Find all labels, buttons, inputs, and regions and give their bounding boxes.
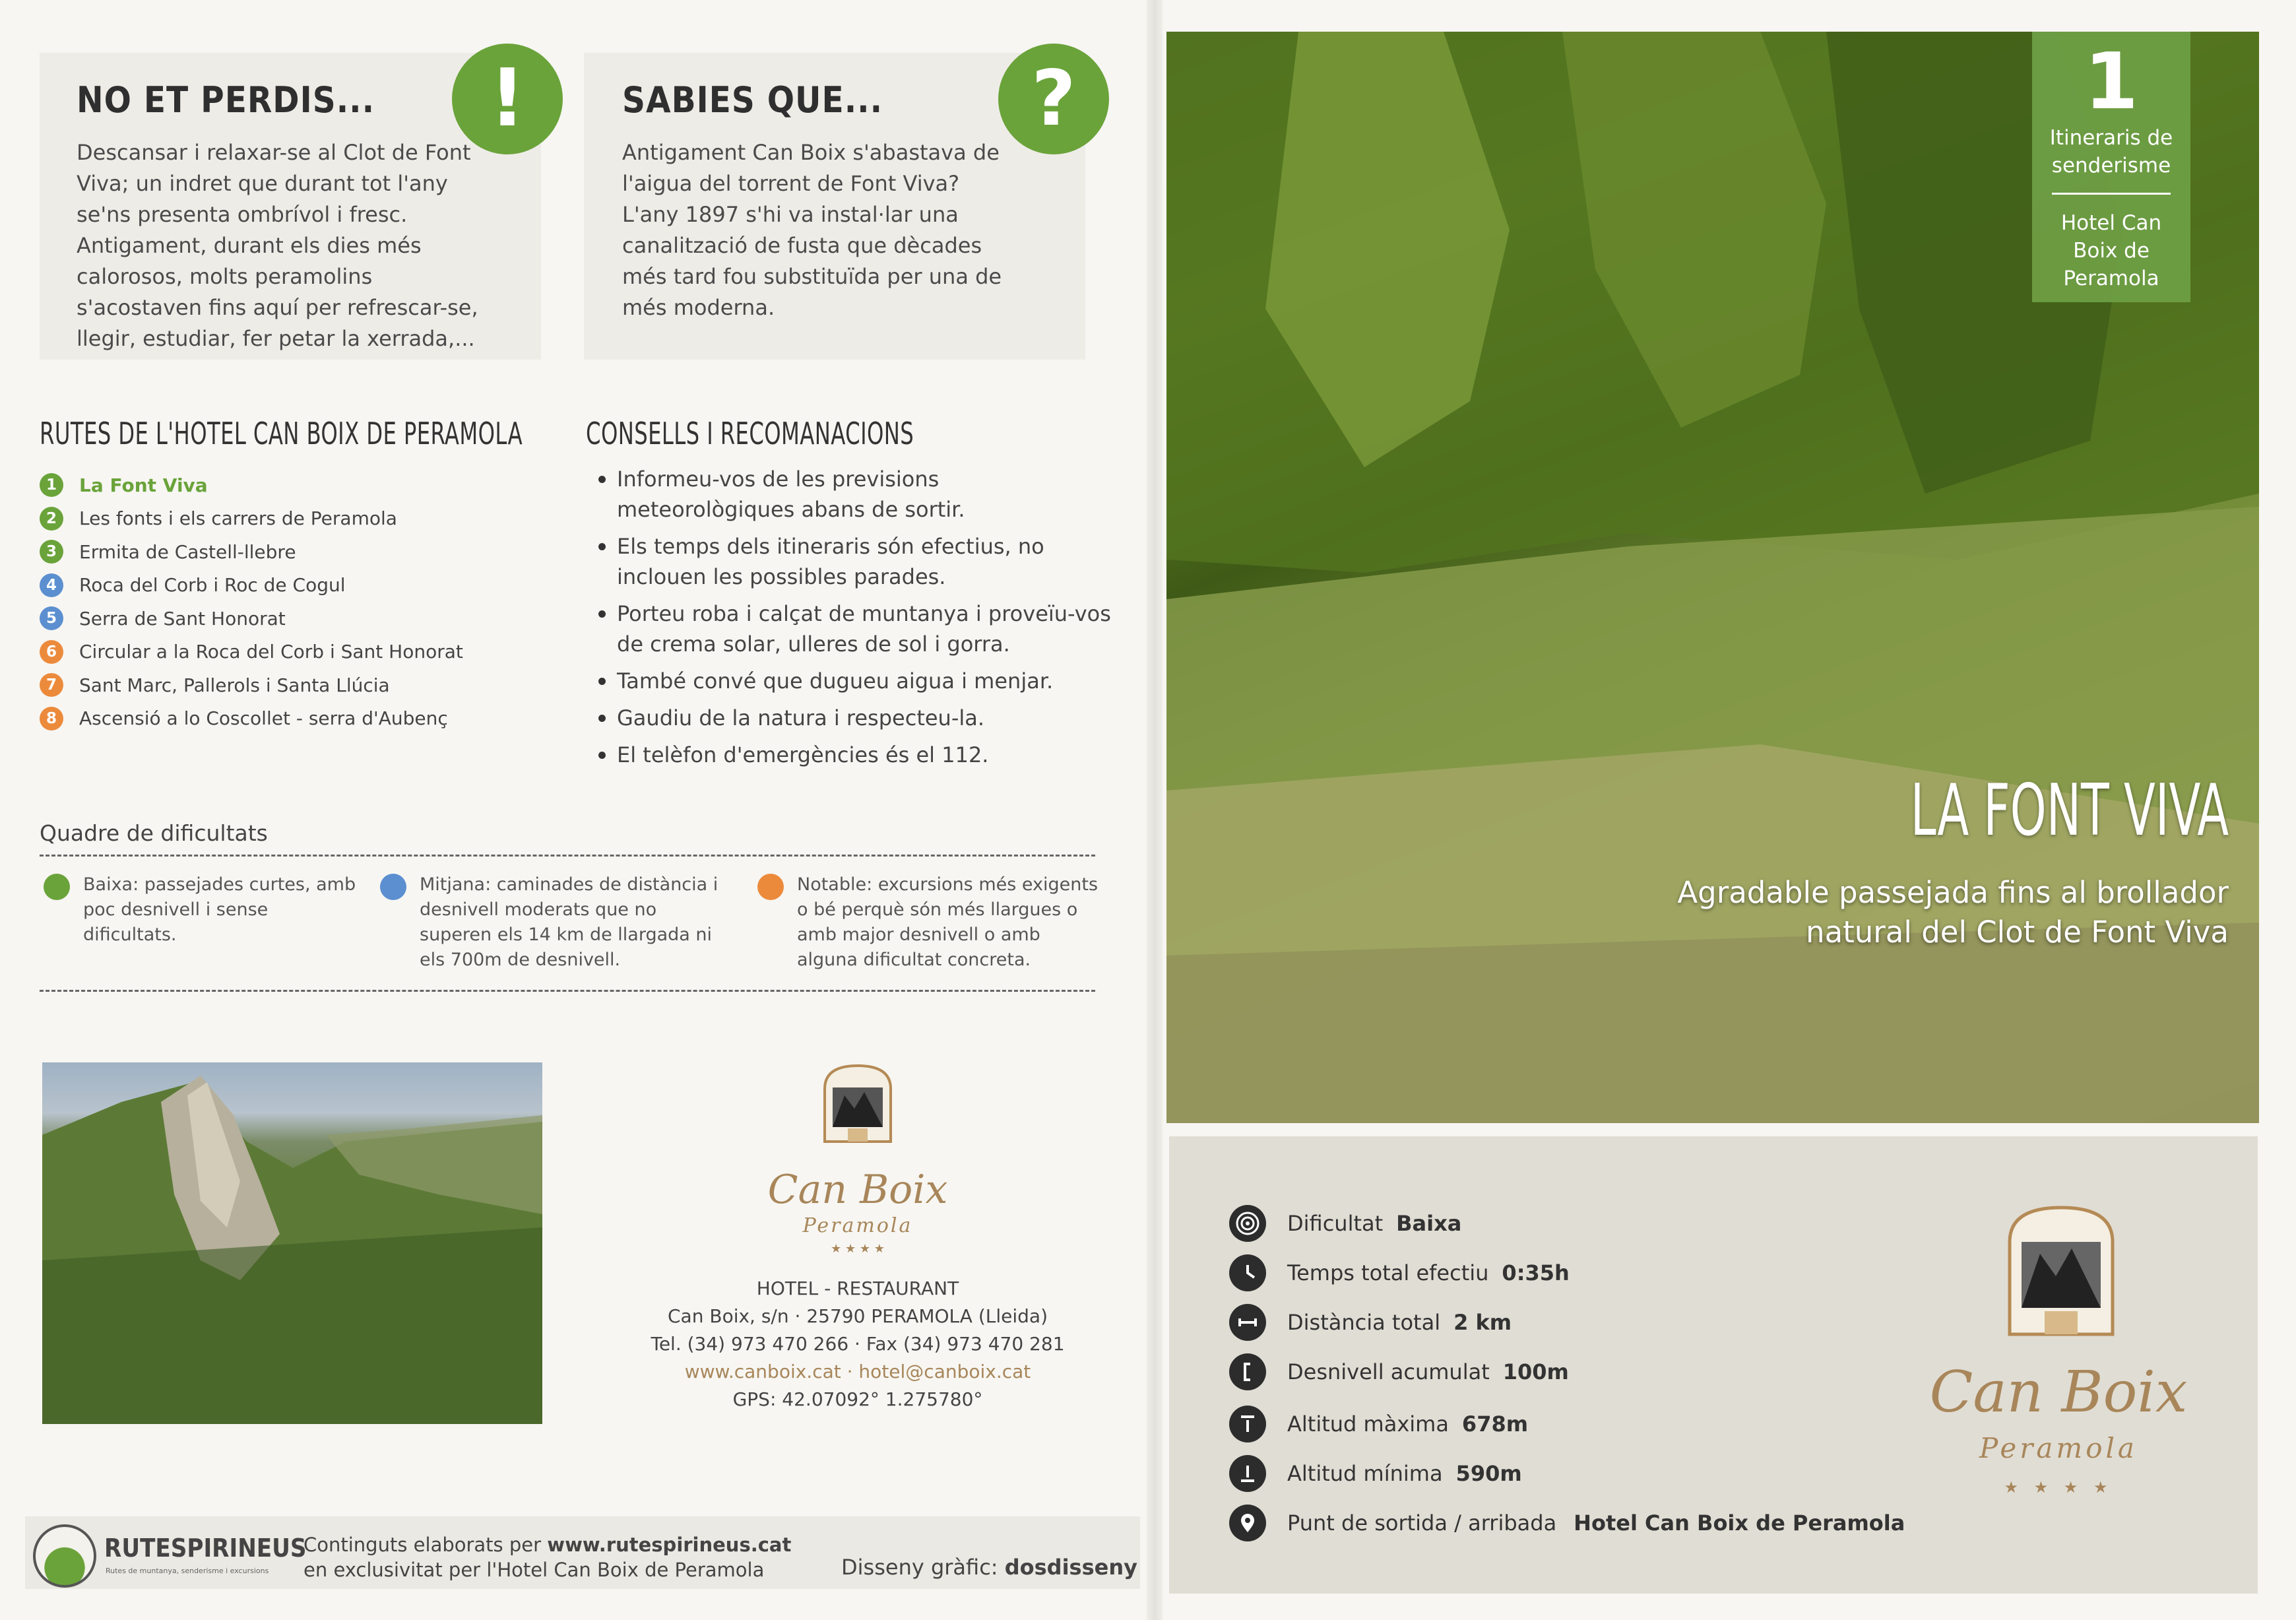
divider-top: [40, 855, 1095, 857]
route-number: 1: [40, 473, 63, 497]
page-fold: [1147, 0, 1163, 1620]
footer-credit-line2: en exclusivitat per l'Hotel Can Boix de Peramola: [303, 1559, 765, 1581]
route-number: 3: [40, 540, 63, 564]
route-label: Serra de Sant Honorat: [79, 607, 286, 630]
info-label: Dificultat: [1287, 1211, 1384, 1236]
route-number: 7: [40, 673, 63, 697]
info-value: 0:35h: [1502, 1260, 1570, 1285]
route-number: 8: [40, 707, 63, 730]
advice-item: Gaudiu de la natura i respecteu-la.: [597, 703, 1112, 733]
hotel-logo-stars: ★ ★ ★ ★: [831, 1242, 885, 1256]
info-altitude-min: [1229, 1455, 1522, 1492]
consells-title: CONSELLS I RECOMANACIONS: [586, 416, 914, 451]
route-number: 4: [40, 573, 63, 597]
route-number: 2: [40, 507, 63, 531]
route-number: 5: [40, 606, 63, 630]
footer-design-name: dosdisseny: [1004, 1555, 1137, 1580]
blue-dot-icon: [380, 874, 406, 900]
advice-list: [597, 464, 1112, 777]
route-number: 6: [40, 640, 63, 664]
cover-subtitle-line2: natural del Clot de Font Viva: [1806, 915, 2229, 950]
info-value: 100m: [1502, 1359, 1569, 1384]
advice-item: El telèfon d'emergències és el 112.: [597, 740, 1112, 770]
footer-design: [841, 1555, 1137, 1580]
hotel-crest-icon: [818, 1062, 897, 1155]
elevation-icon: [1229, 1353, 1266, 1390]
cover-logo-name: Can Boix: [1929, 1359, 2188, 1425]
difficulty-low: [44, 872, 360, 948]
rutespirineus-logo-icon: [33, 1524, 96, 1588]
info-label: Altitud mínima: [1287, 1461, 1443, 1486]
cover-photo: [1166, 32, 2259, 1123]
difficulty-high: [757, 872, 1100, 973]
cover-subtitle-line1: Agradable passejada fins al brollador: [1677, 875, 2229, 910]
cover-number: 1: [2084, 36, 2139, 127]
route-item-6[interactable]: [40, 635, 541, 669]
footer-brand: RUTESPIRINEUS: [104, 1534, 307, 1563]
rutes-title: RUTES DE L'HOTEL CAN BOIX DE PERAMOLA: [40, 416, 523, 451]
info-elevation: [1229, 1353, 1569, 1390]
hotel-logo: [818, 1062, 897, 1155]
routes-list: [40, 469, 541, 735]
green-dot-icon: [44, 874, 70, 900]
hotel-address: Can Boix, s/n · 25790 PERAMOLA (Lleida): [668, 1305, 1048, 1327]
route-item-3[interactable]: [40, 535, 541, 569]
info-value: 590m: [1455, 1461, 1522, 1486]
info-value: 678m: [1461, 1411, 1529, 1437]
distance-icon: [1229, 1304, 1266, 1341]
cover-tag-divider: [2052, 193, 2171, 195]
route-item-2[interactable]: [40, 502, 541, 536]
sabies-que-title: SABIES QUE...: [622, 79, 883, 121]
divider-bottom: [40, 990, 1095, 992]
route-item-4[interactable]: [40, 569, 541, 602]
advice-item: Els temps dels itineraris són efectius, no inclouen les possibles parades.: [597, 531, 1112, 592]
hotel-logo-sub: Peramola: [802, 1214, 913, 1237]
footer-brand-sub: Rutes de muntanya, senderisme i excursions: [106, 1567, 269, 1575]
cover-tag: [2032, 32, 2190, 302]
info-value: 2 km: [1453, 1310, 1512, 1335]
route-label: Circular a la Roca del Corb i Sant Honorat: [79, 641, 463, 663]
cover-hotel: Hotel Can Boix de Peramola: [2060, 211, 2162, 290]
info-value: Hotel Can Boix de Peramola: [1574, 1510, 1905, 1536]
mountain-illustration: [42, 1062, 542, 1424]
info-start-point: [1229, 1505, 1905, 1541]
route-label: Les fonts i els carrers de Peramola: [79, 507, 397, 530]
no-et-perdis-title: NO ET PERDIS...: [77, 79, 375, 121]
footer-credit: [303, 1532, 791, 1582]
info-value: Baixa: [1396, 1211, 1462, 1236]
sabies-que-text: Antigament Can Boix s'abastava de l'aigua del torrent de Font Viva? L'any 1897 s'hi va instal·lar una canalització de fusta que dècades més tard fou substituïda per una de més moderna.: [622, 140, 1002, 320]
location-pin-icon: [1229, 1505, 1266, 1541]
route-item-8[interactable]: [40, 702, 541, 736]
hotel-logo-name: Can Boix: [767, 1167, 948, 1213]
cover-hotel-logo: [2002, 1202, 2121, 1354]
orange-dot-icon: [757, 874, 784, 900]
route-label: Roca del Corb i Roc de Cogul: [79, 574, 346, 597]
info-label: Desnivell acumulat: [1287, 1359, 1490, 1384]
info-time: [1229, 1254, 1570, 1291]
difficulty-high-text: Notable: excursions més exigents o bé perquè són més llargues o amb major desnivell o amb alguna dificultat concreta.: [797, 874, 1099, 970]
cover-subtitle: [1677, 873, 2229, 952]
route-label: La Font Viva: [79, 474, 208, 496]
no-et-perdis-text: Descansar i relaxar-se al Clot de Font Viva; un indret que durant tot l'any se'ns presenta ombrívol i fresc. Antigament, durant els dies més calorosos, molts peramolins s'acostaven fins aquí per refrescar-se, llegir, estudiar, fer petar la xerrada,...: [77, 140, 478, 351]
cover-title: LA FONT VIVA: [1910, 769, 2229, 852]
hotel-phone: Tel. (34) 973 470 266 · Fax (34) 973 470 281: [651, 1333, 1065, 1355]
hotel-heading: HOTEL - RESTAURANT: [756, 1278, 959, 1299]
question-icon: ?: [998, 44, 1109, 154]
route-item-7[interactable]: [40, 668, 541, 702]
route-item-1[interactable]: [40, 469, 541, 502]
difficulty-medium: [380, 872, 723, 973]
advice-item: Porteu roba i calçat de muntanya i proveïu-vos de crema solar, ulleres de sol i gorra.: [597, 599, 1112, 659]
footer-design-prefix: Disseny gràfic:: [841, 1555, 1005, 1580]
cover-logo-stars: ★ ★ ★ ★: [2004, 1478, 2113, 1497]
hotel-gps: GPS: 42.07092° 1.275780°: [732, 1388, 983, 1410]
clock-icon: [1229, 1254, 1266, 1291]
advice-item: Informeu-vos de les previsions meteorològiques abans de sortir.: [597, 464, 1112, 525]
footer-credit-prefix: Continguts elaborats per: [303, 1534, 548, 1556]
route-label: Ermita de Castell-llebre: [79, 540, 296, 563]
info-label: Punt de sortida / arribada: [1287, 1510, 1557, 1536]
hotel-web[interactable]: www.canboix.cat · hotel@canboix.cat: [684, 1361, 1031, 1382]
difficulty-medium-text: Mitjana: caminades de distància i desnivell moderats que no superen els 14 km de llargada ni els 700m de desnivell.: [420, 874, 718, 970]
difficulty-low-text: Baixa: passejades curtes, amb poc desnivell i sense dificultats.: [83, 874, 356, 945]
mountain-photo: [42, 1062, 542, 1424]
info-label: Temps total efectiu: [1287, 1260, 1489, 1285]
cover-series: Itineraris de senderisme: [2049, 126, 2173, 178]
cover-logo-sub: Peramola: [1979, 1432, 2138, 1464]
info-altitude-max: [1229, 1406, 1528, 1442]
cover-hotel-crest-icon: [2002, 1202, 2121, 1354]
target-icon: [1229, 1205, 1266, 1242]
footer-credit-link[interactable]: www.rutespirineus.cat: [547, 1534, 792, 1556]
info-distance: [1229, 1304, 1512, 1341]
route-label: Ascensió a lo Coscollet - serra d'Aubenç: [79, 707, 448, 730]
advice-item: També convé que dugueu aigua i menjar.: [597, 666, 1112, 696]
info-label: Altitud màxima: [1287, 1411, 1449, 1437]
info-difficulty: [1229, 1205, 1461, 1242]
exclamation-icon: !: [452, 44, 563, 154]
route-label: Sant Marc, Pallerols i Santa Llúcia: [79, 674, 390, 696]
altitude-min-icon: [1229, 1455, 1266, 1492]
route-item-5[interactable]: [40, 602, 541, 635]
dificultats-title: Quadre de dificultats: [40, 820, 268, 846]
hotel-contact: [627, 1275, 1089, 1413]
info-label: Distància total: [1287, 1310, 1441, 1335]
altitude-max-icon: [1229, 1406, 1266, 1442]
